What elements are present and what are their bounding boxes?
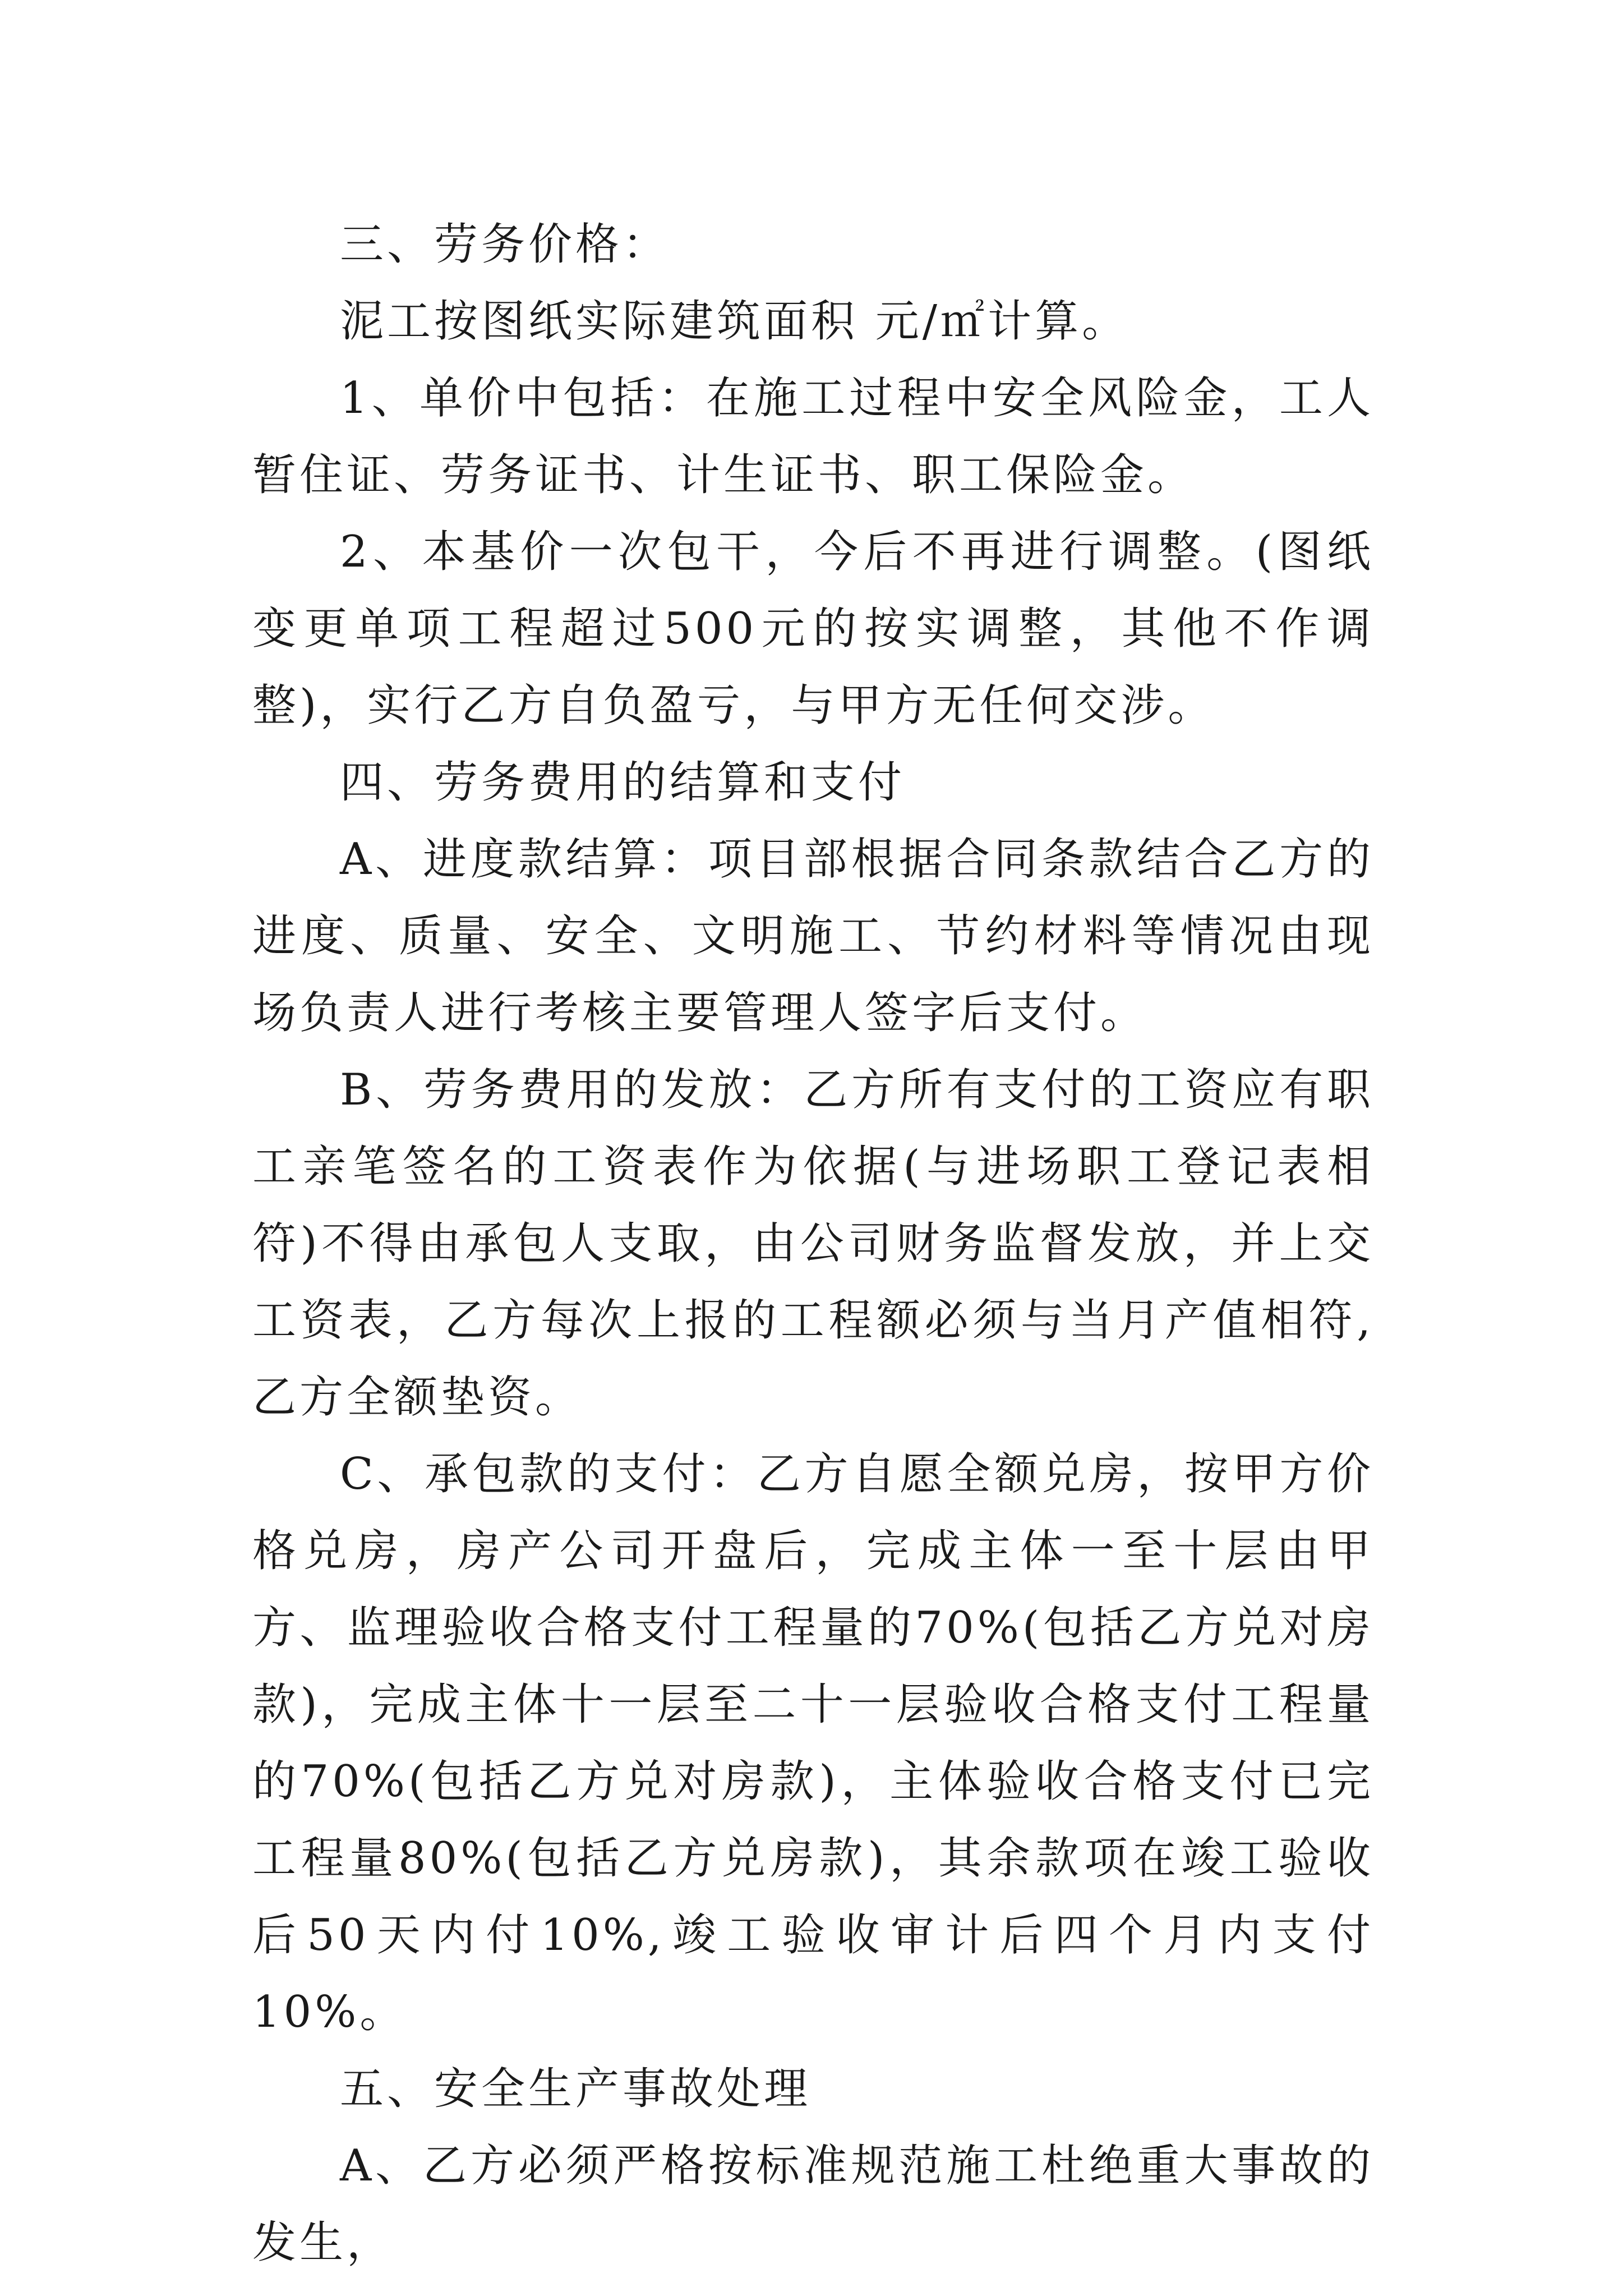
paragraph-labor-fee-distribution: B、劳务费用的发放：乙方所有支付的工资应有职工亲笔签名的工资表作为依据(与进场职工登记表相符)不得由承包人支取，由公司财务监督发放，并上交工资表，乙方每次上报的工程额必须与当月产值相符,乙方全额垫资。 bbox=[252, 1065, 1374, 1423]
paragraph-masonry-pricing: 泥工按图纸实际建筑面积 元/㎡计算。 bbox=[340, 296, 1129, 347]
paragraph-unit-price-includes: 1、单价中包括：在施工过程中安全风险金，工人暂住证、劳务证书、计生证书、职工保险金。 bbox=[252, 373, 1374, 500]
section-heading-labor-price: 三、劳务价格： bbox=[340, 219, 670, 270]
paragraph-base-price-lump-sum: 2、本基价一次包干，今后不再进行调整。(图纸变更单项工程超过500元的按实调整，其他不作调整)，实行乙方自负盈亏，与甲方无任何交涉。 bbox=[252, 527, 1374, 731]
paragraph-safety-standards: A、乙方必须严格按标准规范施工杜绝重大事故的发生， bbox=[252, 2141, 1374, 2268]
section-heading-settlement-payment: 四、劳务费用的结算和支付 bbox=[340, 757, 906, 808]
document-body bbox=[252, 206, 1374, 2281]
paragraph-progress-payment: A、进度款结算：项目部根据合同条款结合乙方的进度、质量、安全、文明施工、节约材料等情况由现场负责人进行考核主要管理人签字后支付。 bbox=[252, 834, 1374, 1038]
paragraph-contract-payment: C、承包款的支付：乙方自愿全额兑房，按甲方价格兑房，房产公司开盘后，完成主体一至十层由甲方、监理验收合格支付工程量的70%(包括乙方兑对房款)，完成主体十一层至二十一层验收合格支付工程量的70%(包括乙方兑对房款)，主体验收合格支付已完工程量80%(包括乙方兑房款)，其余款项在竣工验收后50天内付10%,竣工验收审计后四个月内支付10%。 bbox=[252, 1449, 1374, 2037]
section-heading-safety-accidents: 五、安全生产事故处理 bbox=[340, 2064, 811, 2114]
